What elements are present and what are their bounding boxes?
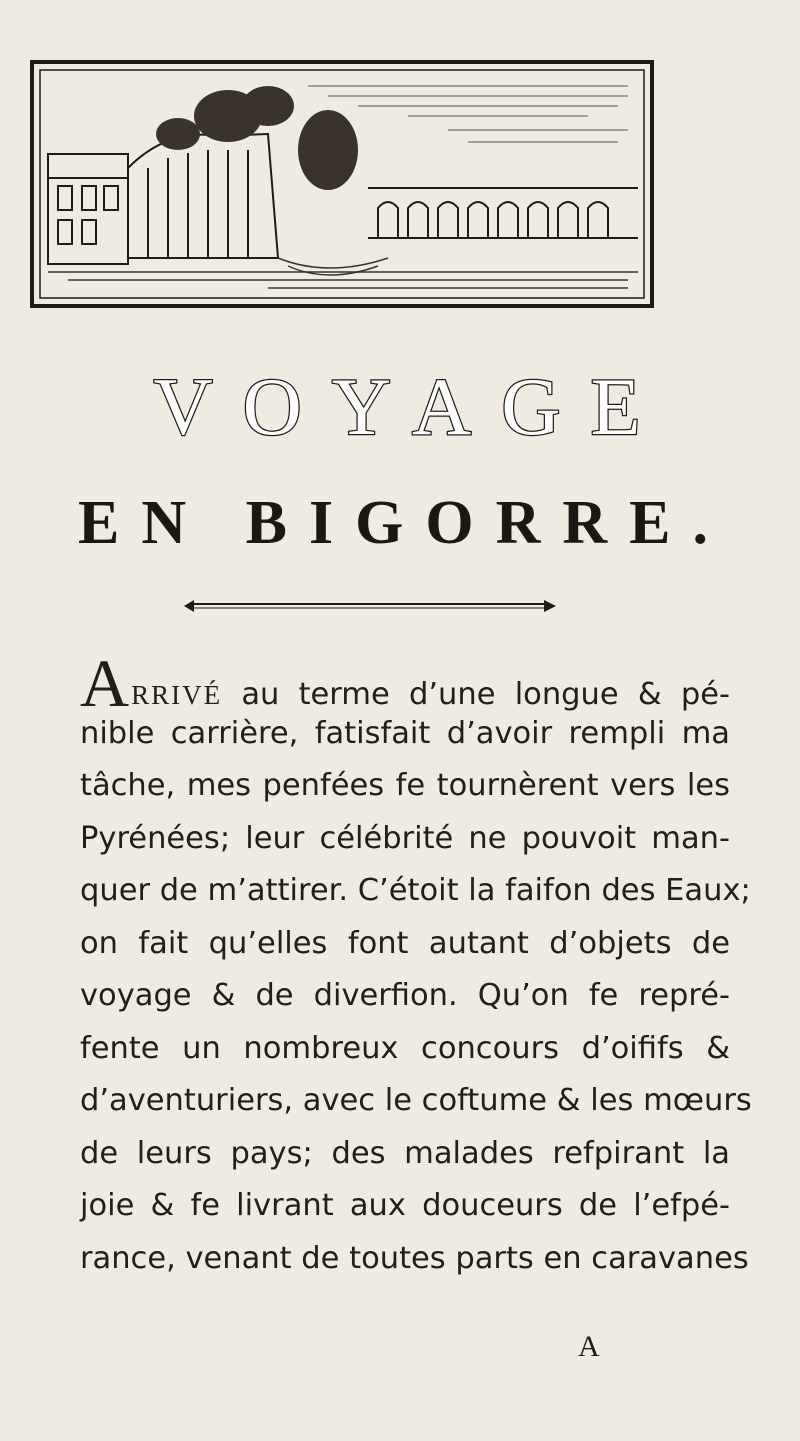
text-line: on fait qu’elles font autant d’objets de	[80, 925, 730, 961]
text-line: voyage & de diverfion. Qu’on fe repré-	[80, 978, 730, 1013]
text-line: Pyrénées; leur célébrité ne pouvoit man-	[80, 820, 730, 856]
text-line: d’aventuriers, avec le coftume & les mœurs	[80, 1083, 752, 1118]
first-word-small-caps: RRIVÉ	[131, 680, 223, 710]
text-line	[80, 645, 730, 721]
text-line: joie & fe livrant aux douceurs de l’efpé-	[80, 1188, 730, 1223]
ornamental-rule	[180, 596, 560, 616]
drop-cap: A	[80, 645, 130, 721]
title-line-voyage: VOYAGE	[153, 361, 671, 452]
text-line: de leurs pays; des malades refpirant la	[80, 1135, 730, 1171]
engraved-headpiece-illustration	[28, 58, 656, 310]
body-text	[80, 645, 752, 1285]
text-line: rance, venant de toutes parts en caravanes	[80, 1240, 749, 1276]
title-line-en-bigorre: EN BIGORRE.	[78, 489, 730, 557]
text-line: nible carrière, fatisfait d’avoir rempli ma	[80, 715, 730, 751]
text-line: quer de m’attirer. C’étoit la faifon des Eaux;	[80, 873, 751, 908]
signature-mark: A	[578, 1330, 600, 1363]
text-line-1-rest: au terme d’une longue & pé-	[222, 677, 730, 712]
text-line: tâche, mes penfées fe tournèrent vers les	[80, 768, 730, 803]
text-line: fente un nombreux concours d’oififs &	[80, 1030, 730, 1066]
